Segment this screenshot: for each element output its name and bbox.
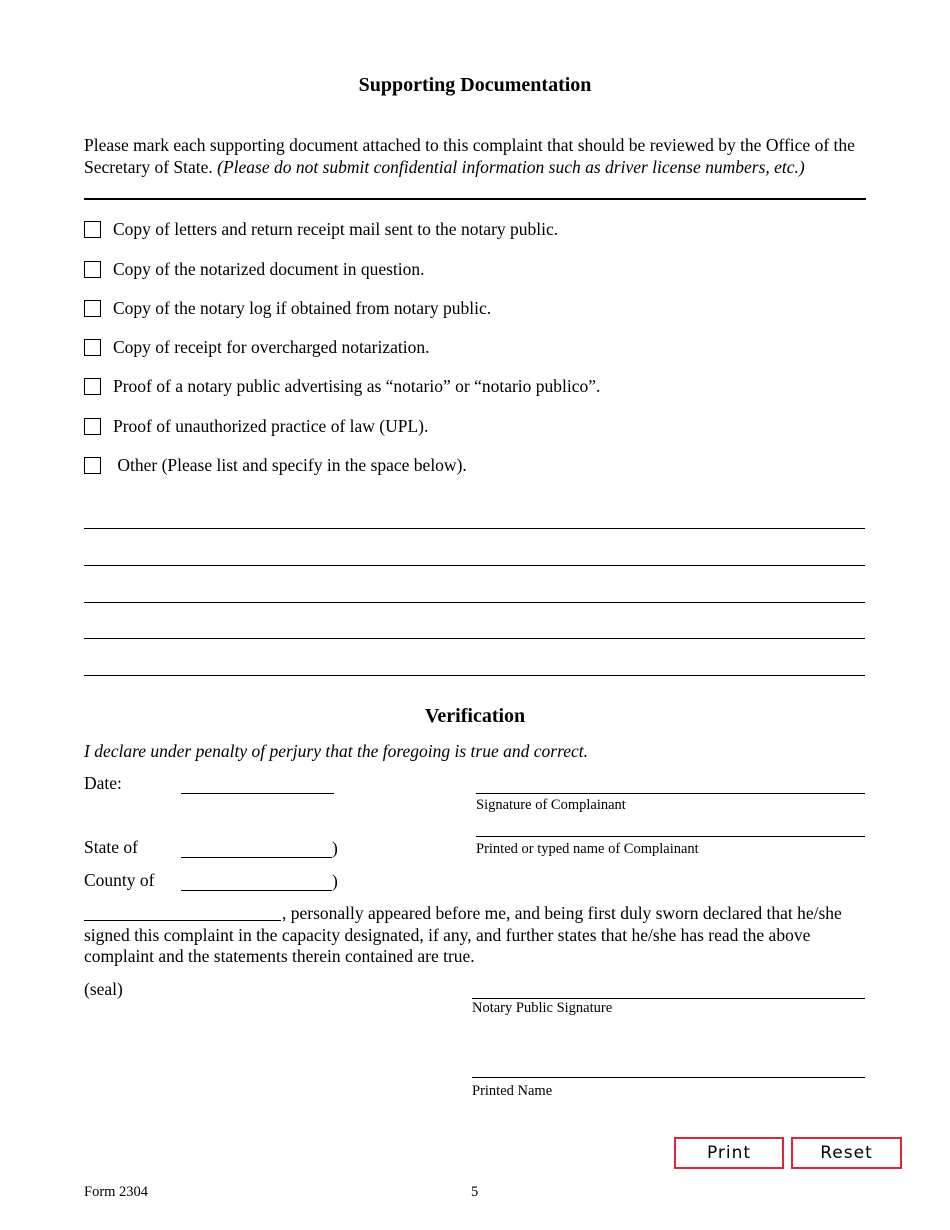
notary-signature-field[interactable] xyxy=(472,998,865,999)
checkbox-notarized-document[interactable] xyxy=(84,261,101,278)
notary-printed-name-field[interactable] xyxy=(472,1077,865,1078)
checkbox-row-other xyxy=(84,455,467,476)
complainant-signature-label: Signature of Complainant xyxy=(476,797,626,813)
state-paren: ) xyxy=(332,838,338,858)
sworn-statement-text: , personally appeared before me, and being first duly sworn declared that he/she signed this complaint in the capacity designated, if any, and further states that he/she has read the above complaint and the statements therein contained are true. xyxy=(84,903,842,966)
date-label: Date: xyxy=(84,773,122,793)
intro-paragraph xyxy=(84,134,866,178)
checkbox-label: Proof of unauthorized practice of law (UPL). xyxy=(113,416,429,436)
checkbox-notario[interactable] xyxy=(84,378,101,395)
state-label: State of xyxy=(84,837,138,857)
checkbox-row-notary-log xyxy=(84,298,491,319)
print-button[interactable]: Print xyxy=(674,1137,784,1169)
checkbox-letters[interactable] xyxy=(84,221,101,238)
sworn-name-field[interactable] xyxy=(84,920,281,921)
checkbox-row-notarized-document xyxy=(84,259,425,280)
complainant-signature-field[interactable] xyxy=(476,793,865,794)
intro-text: Please mark each supporting document attached to this complaint that should be reviewed by the Office of the Secretary of State. xyxy=(84,135,855,177)
checkbox-label: Copy of receipt for overcharged notarization. xyxy=(113,337,430,357)
seal-label: (seal) xyxy=(84,979,123,999)
complainant-printed-name-label: Printed or typed name of Complainant xyxy=(476,841,699,857)
section-title-supporting: Supporting Documentation xyxy=(358,74,592,96)
section-title-verification: Verification xyxy=(424,705,526,727)
checkbox-row-notario xyxy=(84,376,600,397)
intro-note: (Please do not submit confidential information such as driver license numbers, etc.) xyxy=(217,157,805,177)
county-paren: ) xyxy=(332,871,338,891)
checkbox-row-letters xyxy=(84,219,558,240)
other-line-2[interactable] xyxy=(84,565,865,566)
checkbox-other[interactable] xyxy=(84,457,101,474)
state-field[interactable] xyxy=(181,857,332,858)
checkbox-receipt[interactable] xyxy=(84,339,101,356)
county-field[interactable] xyxy=(181,890,332,891)
checkbox-upl[interactable] xyxy=(84,418,101,435)
notary-printed-name-label: Printed Name xyxy=(472,1083,553,1099)
reset-button[interactable]: Reset xyxy=(791,1137,902,1169)
county-label: County of xyxy=(84,870,155,890)
notary-signature-label: Notary Public Signature xyxy=(472,1000,613,1016)
checkbox-label: Proof of a notary public advertising as “notario” or “notario publico”. xyxy=(113,376,601,396)
intro-divider xyxy=(84,198,866,200)
other-line-1[interactable] xyxy=(84,528,865,529)
other-line-4[interactable] xyxy=(84,638,865,639)
checkbox-label: Other (Please list and specify in the space below). xyxy=(113,455,467,475)
checkbox-notary-log[interactable] xyxy=(84,300,101,317)
checkbox-label: Copy of the notary log if obtained from notary public. xyxy=(113,298,492,318)
checkbox-row-upl xyxy=(84,416,428,437)
sworn-statement xyxy=(84,903,866,968)
form-number: Form 2304 xyxy=(84,1184,149,1200)
other-line-5[interactable] xyxy=(84,675,865,676)
page-number: 5 xyxy=(471,1184,479,1200)
checkbox-label: Copy of letters and return receipt mail sent to the notary public. xyxy=(113,219,559,239)
checkbox-label: Copy of the notarized document in question. xyxy=(113,259,425,279)
declaration-text: I declare under penalty of perjury that the foregoing is true and correct. xyxy=(84,741,588,761)
complainant-printed-name-field[interactable] xyxy=(476,836,865,837)
date-field[interactable] xyxy=(181,793,334,794)
checkbox-row-receipt xyxy=(84,337,430,358)
other-line-3[interactable] xyxy=(84,602,865,603)
